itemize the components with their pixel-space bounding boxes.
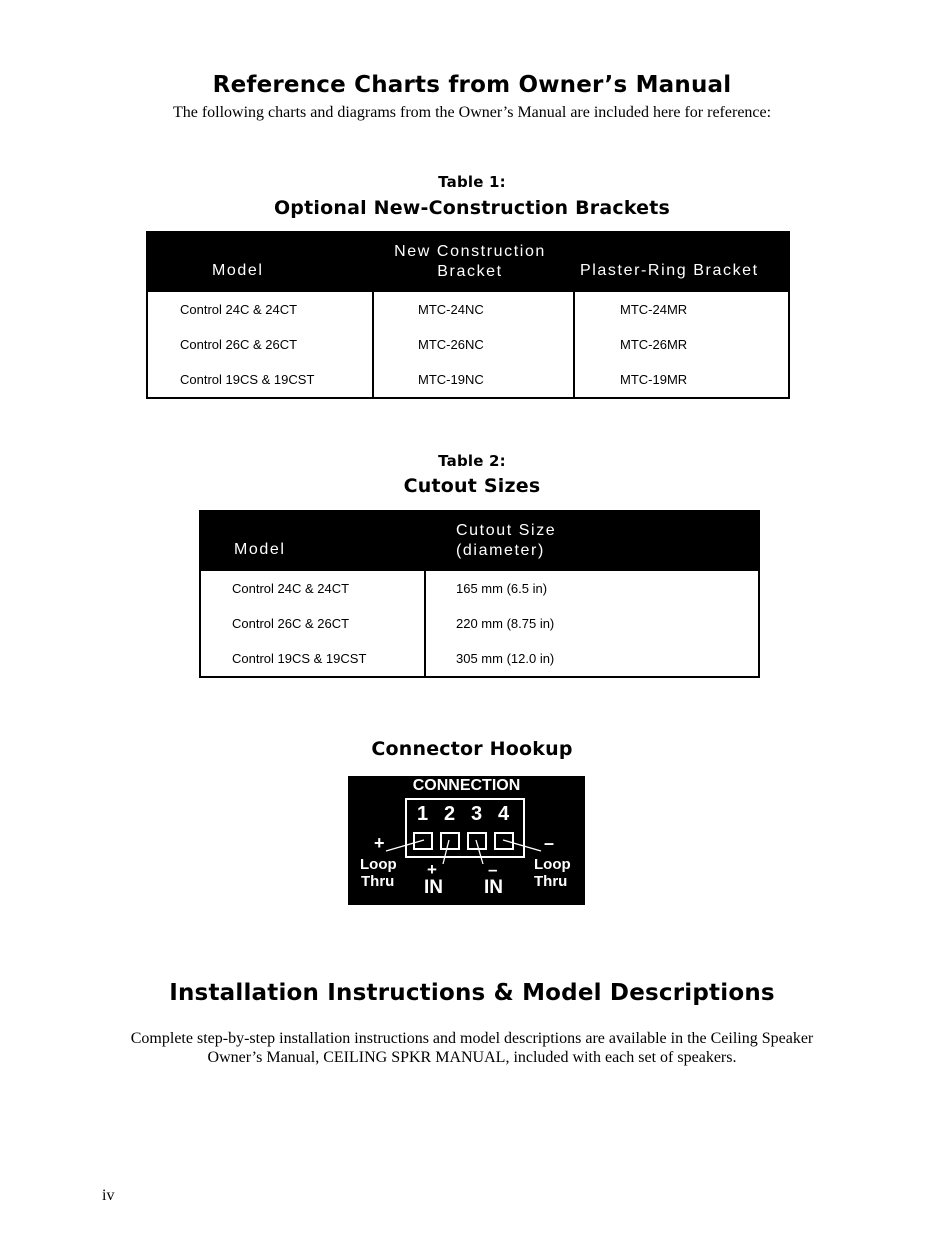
page-number: iv	[102, 1187, 115, 1204]
table2-header-model: Model	[234, 541, 286, 558]
table1-header-model: Model	[212, 262, 264, 279]
table1-header-new-construction: New Construction Bracket	[394, 243, 546, 280]
terminal-number: 3	[471, 803, 483, 825]
connector-diagram	[348, 776, 585, 905]
right-loop-sign: –	[544, 833, 555, 853]
table2-header-cutout-size: Cutout Size (diameter)	[456, 522, 557, 559]
terminal-number: 2	[444, 803, 456, 825]
table1-divider	[372, 291, 374, 397]
table2	[199, 510, 760, 678]
connector-heading: Connector Hookup	[371, 738, 573, 760]
table-cell: Control 26C & 26CT	[180, 337, 298, 352]
table2-header	[201, 510, 758, 571]
table-cell: 305 mm (12.0 in)	[456, 651, 555, 666]
in-plus-label: IN	[424, 877, 443, 898]
table-cell: MTC-26NC	[418, 337, 484, 352]
table1-header-plaster-ring: Plaster-Ring Bracket	[580, 262, 759, 279]
left-loop-sign: +	[374, 833, 385, 853]
left-thru-label: Thru	[361, 873, 395, 890]
in-minus-label: IN	[484, 877, 503, 898]
table1-label: Table 1:	[438, 173, 506, 191]
table-cell: MTC-19NC	[418, 372, 484, 387]
in-plus-sign: +	[427, 860, 437, 879]
connection-label: CONNECTION	[412, 777, 521, 794]
table-cell: Control 24C & 24CT	[232, 581, 350, 596]
page-title: Reference Charts from Owner’s Manual	[212, 72, 732, 98]
install-body-line: Complete step-by-step installation instructions and model descriptions are available in the Ceiling Speaker	[130, 1030, 814, 1047]
terminal-number: 4	[498, 803, 510, 825]
install-heading: Installation Instructions & Model Descriptions	[169, 980, 775, 1006]
install-body-line: Owner’s Manual, CEILING SPKR MANUAL, included with each set of speakers.	[207, 1049, 737, 1066]
table2-divider	[424, 570, 426, 676]
table-cell: MTC-26MR	[620, 337, 688, 352]
table-cell: Control 19CS & 19CST	[232, 651, 367, 666]
table1-divider	[573, 291, 575, 397]
table-cell: MTC-24MR	[620, 302, 688, 317]
table1	[146, 231, 790, 399]
table-cell: Control 24C & 24CT	[180, 302, 298, 317]
table-cell: MTC-24NC	[418, 302, 484, 317]
intro-text: The following charts and diagrams from the Owner’s Manual are included here for reference:	[172, 104, 772, 121]
table-cell: Control 19CS & 19CST	[180, 372, 315, 387]
table-cell: 165 mm (6.5 in)	[456, 581, 548, 596]
table2-label: Table 2:	[438, 452, 506, 470]
table2-title: Cutout Sizes	[403, 475, 541, 497]
table-cell: Control 26C & 26CT	[232, 616, 350, 631]
right-loop-label: Loop	[534, 856, 571, 873]
table-cell: 220 mm (8.75 in)	[456, 616, 555, 631]
in-minus-sign: –	[488, 860, 498, 879]
install-body	[0, 1029, 944, 1067]
table1-header	[148, 231, 788, 292]
table1-title: Optional New-Construction Brackets	[273, 197, 671, 219]
terminal-number: 1	[417, 803, 429, 825]
right-thru-label: Thru	[534, 873, 568, 890]
left-loop-label: Loop	[360, 856, 397, 873]
table-cell: MTC-19MR	[620, 372, 688, 387]
